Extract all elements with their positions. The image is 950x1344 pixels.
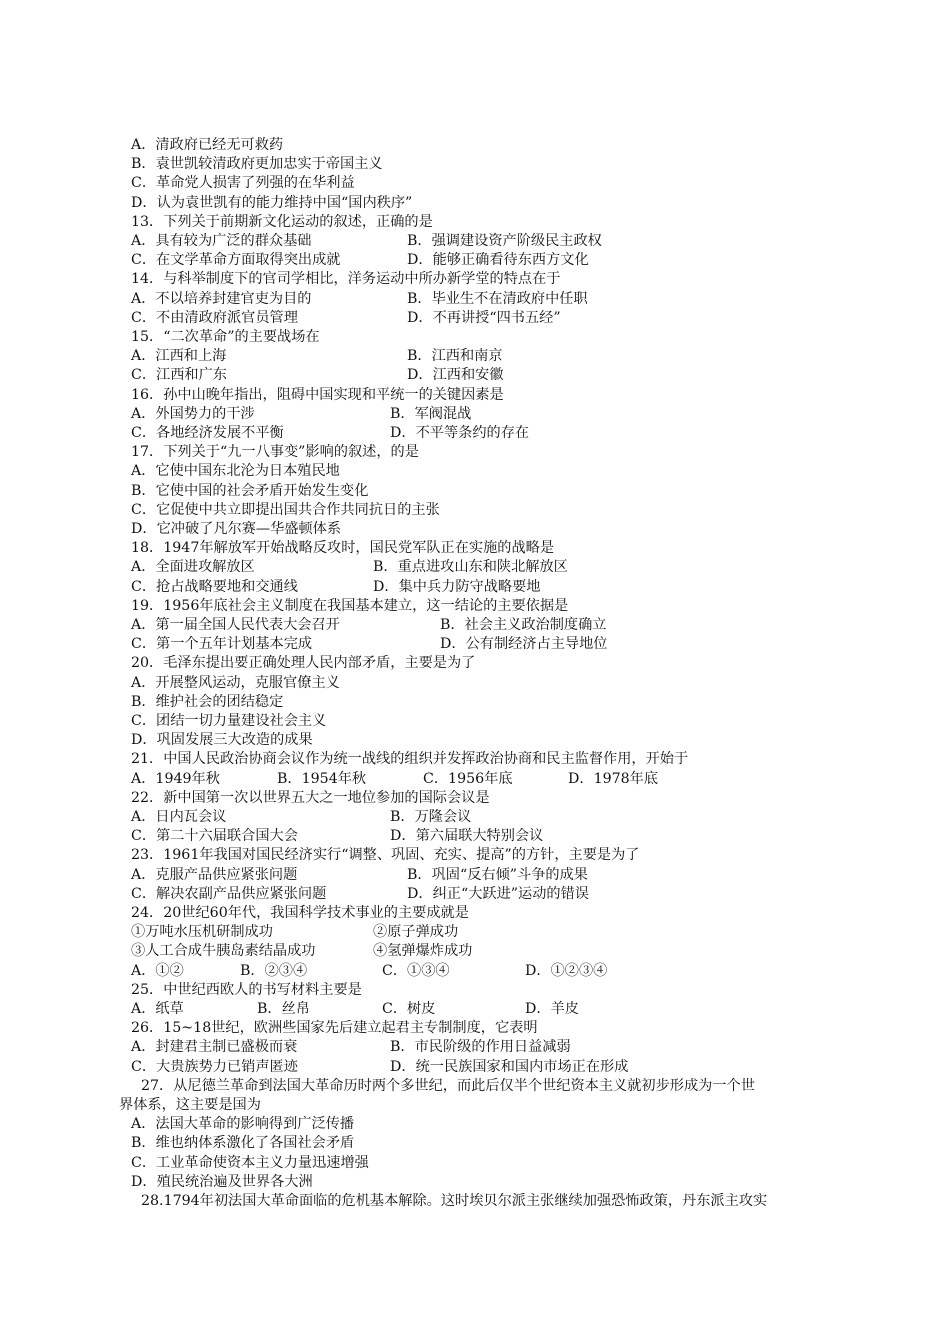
text-line — [141, 1077, 755, 1096]
text-line — [131, 194, 412, 213]
text-line — [131, 693, 283, 712]
text-line — [131, 1019, 538, 1038]
answer-option: B．②③④ — [240, 962, 308, 979]
text-line — [131, 750, 688, 769]
question-stem: 15．“二次革命”的主要战场在 — [131, 329, 320, 345]
answer-option: D．羊皮 — [525, 1001, 579, 1017]
answer-option: A．1949年秋 — [131, 770, 220, 787]
question-stem: 14．与科举制度下的官司学相比，洋务运动中所办新学堂的特点在于 — [131, 271, 561, 288]
answer-option: C．各地经济发展不平衡 — [131, 425, 284, 441]
text-line — [131, 213, 433, 232]
text-content: C．它促使中共立即提出国共合作共同抗日的主张 — [131, 501, 440, 518]
text-content: B．袁世凯较清政府更加忠实于帝国主义 — [131, 156, 383, 173]
answer-option: B．强调建设资产阶级民主政权 — [407, 233, 602, 249]
question-stem: 24．20世纪60年代，我国科学技术事业的主要成就是 — [131, 905, 469, 921]
text-line — [131, 462, 340, 481]
text-line — [131, 597, 568, 616]
answer-option: B．军阀混战 — [390, 405, 472, 422]
question-stem: 16．孙中山晚年指出，阻碍中国实现和平统一的关键因素是 — [131, 386, 504, 403]
answer-option: A．不以培养封建官吏为目的 — [131, 290, 312, 307]
text-content: D．殖民统治遍及世界各大洲 — [131, 1173, 313, 1190]
answer-option: C．在文学革命方面取得突出成就 — [131, 252, 341, 269]
text-line — [131, 654, 475, 673]
answer-option: D．不再讲授“四书五经” — [407, 309, 561, 326]
text-content: B．维护社会的团结稳定 — [131, 693, 284, 710]
answer-option: A．日内瓦会议 — [131, 809, 227, 825]
answer-option: C．不由清政府派官员管理 — [131, 309, 298, 326]
text-line — [141, 1192, 767, 1211]
answer-option: B．重点进攻山东和陕北解放区 — [373, 559, 568, 576]
text-content: C．团结一切力量建设社会主义 — [131, 713, 327, 729]
answer-option: C．抢占战略要地和交通线 — [131, 578, 298, 595]
answer-option: C．树皮 — [382, 1001, 436, 1017]
text-content: D．巩固发展三大改造的成果 — [131, 732, 313, 749]
answer-option: A．封建君主制已盛极而衰 — [131, 1039, 298, 1056]
text-content: C．工业革命使资本主义力量迅速增强 — [131, 1154, 369, 1171]
question-stem: 25．中世纪西欧人的书写材料主要是 — [131, 981, 362, 998]
answer-option: A．克服产品供应紧张问题 — [131, 866, 298, 883]
answer-option: A．第一届全国人民代表大会召开 — [131, 617, 340, 633]
answer-option: C．第二十六届联合国大会 — [131, 828, 298, 845]
text-content: D．认为袁世凯有的能力维持中国“国内秩序” — [131, 194, 413, 211]
text-line — [131, 789, 490, 808]
text-content: A．它使中国东北沦为日本殖民地 — [131, 463, 340, 480]
text-line — [131, 443, 419, 462]
answer-option: C．第一个五年计划基本完成 — [131, 636, 313, 653]
text-line — [131, 904, 469, 923]
question-stem: 13．下列关于前期新文化运动的叙述，正确的是 — [131, 213, 433, 230]
question-stem: 21．中国人民政治协商会议作为统一战线的组织并发挥政治协商和民主监督作用，开始于 — [131, 751, 689, 768]
text-line — [131, 1154, 369, 1173]
answer-option: A．具有较为广泛的群众基础 — [131, 233, 312, 249]
text-line — [131, 539, 554, 558]
answer-option: D．江西和安徽 — [407, 367, 504, 384]
answer-option: C．大贵族势力已销声匿迹 — [131, 1058, 298, 1075]
answer-option: C．江西和广东 — [131, 367, 227, 384]
answer-option: ④氢弹爆炸成功 — [373, 943, 473, 960]
text-content: B．维也纳体系激化了各国社会矛盾 — [131, 1135, 355, 1152]
answer-option: B．万隆会议 — [390, 809, 472, 825]
question-stem: 22．新中国第一次以世界五大之一地位参加的国际会议是 — [131, 789, 490, 806]
answer-option: D．统一民族国家和国内市场正在形成 — [390, 1058, 629, 1075]
question-stem: 20．毛泽东提出要正确处理人民内部矛盾，主要是为了 — [131, 655, 476, 672]
text-line — [119, 1096, 261, 1115]
answer-option: B．市民阶级的作用日益减弱 — [390, 1039, 571, 1056]
text-content: 界体系，这主要是国为 — [119, 1097, 261, 1113]
text-line — [131, 846, 639, 865]
answer-option: ③人工合成牛胰岛素结晶成功 — [131, 943, 316, 960]
text-line — [131, 1173, 313, 1192]
text-line — [131, 731, 313, 750]
answer-option: D．纠正“大跃进”运动的错误 — [407, 885, 589, 902]
question-stem: 27．从尼德兰革命到法国大革命历时两个多世纪，而此后仅半个世纪资本主义就初步形成为一个世 — [141, 1077, 755, 1094]
answer-option: A．纸草 — [131, 1001, 184, 1017]
answer-option: D．不平等条约的存在 — [390, 425, 530, 441]
answer-option: B．巩固“反右倾”斗争的成果 — [407, 866, 588, 883]
answer-option: D．1978年底 — [568, 770, 659, 787]
answer-option: B．丝帛 — [257, 1001, 310, 1017]
text-line — [131, 482, 368, 501]
text-line — [131, 674, 340, 693]
text-content: A．开展整风运动，克服官僚主义 — [131, 674, 340, 691]
question-stem: 19．1956年底社会主义制度在我国基本建立，这一结论的主要依据是 — [131, 597, 569, 614]
answer-option: D．①②③④ — [525, 962, 608, 979]
text-content: A．法国大革命的影响得到广泛传播 — [131, 1116, 355, 1133]
question-stem: 18．1947年解放军开始战略反攻时，国民党军队正在实施的战略是 — [131, 540, 555, 557]
answer-option: D．公有制经济占主导地位 — [440, 636, 608, 653]
answer-option: ②原子弹成功 — [373, 924, 459, 941]
answer-option: B．1954年秋 — [277, 770, 367, 787]
text-line — [131, 981, 362, 1000]
text-line — [131, 270, 561, 289]
answer-option: ①万吨水压机研制成功 — [131, 924, 273, 941]
answer-option: B．毕业生不在清政府中任职 — [407, 290, 588, 307]
question-stem: 26．15~18世纪，欧洲些国家先后建立起君主专制制度，它表明 — [131, 1020, 538, 1037]
answer-option: A．江西和上海 — [131, 348, 227, 365]
text-content: D．它冲破了凡尔赛—华盛顿体系 — [131, 521, 342, 537]
question-stem: 28.1794年初法国大革命面临的危机基本解除。这时埃贝尔派主张继续加强恐怖政策，丹东派主攻实 — [141, 1193, 768, 1209]
answer-option: A．①② — [131, 962, 184, 979]
text-line — [131, 174, 355, 193]
text-line — [131, 386, 504, 405]
text-line — [131, 712, 326, 731]
text-line — [131, 136, 283, 155]
question-stem: 23．1961年我国对国民经济实行“调整、巩固、充实、提高”的方针，主要是为了 — [131, 847, 640, 864]
answer-option: D．第六届联大特别会议 — [390, 828, 544, 845]
answer-option: D．能够正确看待东西方文化 — [407, 252, 589, 269]
answer-option: C．①③④ — [382, 962, 450, 979]
answer-option: C．1956年底 — [423, 770, 513, 787]
text-line — [131, 501, 440, 520]
text-line — [131, 155, 383, 174]
text-line — [131, 520, 341, 539]
answer-option: A．全面进攻解放区 — [131, 559, 255, 576]
answer-option: D．集中兵力防守战略要地 — [373, 578, 541, 595]
answer-option: B．江西和南京 — [407, 348, 503, 365]
text-content: C．革命党人损害了列强的在华利益 — [131, 175, 355, 192]
answer-option: C．解决农副产品供应紧张问题 — [131, 885, 327, 902]
text-content: B．它使中国的社会矛盾开始发生变化 — [131, 482, 369, 499]
text-line — [131, 1134, 354, 1153]
answer-option: B．社会主义政治制度确立 — [440, 617, 607, 633]
question-stem: 17．下列关于“九一八事变”影响的叙述，的是 — [131, 444, 419, 461]
text-line — [131, 1115, 354, 1134]
answer-option: A．外国势力的干涉 — [131, 405, 255, 422]
text-line — [131, 328, 320, 347]
text-content: A．清政府已经无可救药 — [131, 137, 284, 153]
